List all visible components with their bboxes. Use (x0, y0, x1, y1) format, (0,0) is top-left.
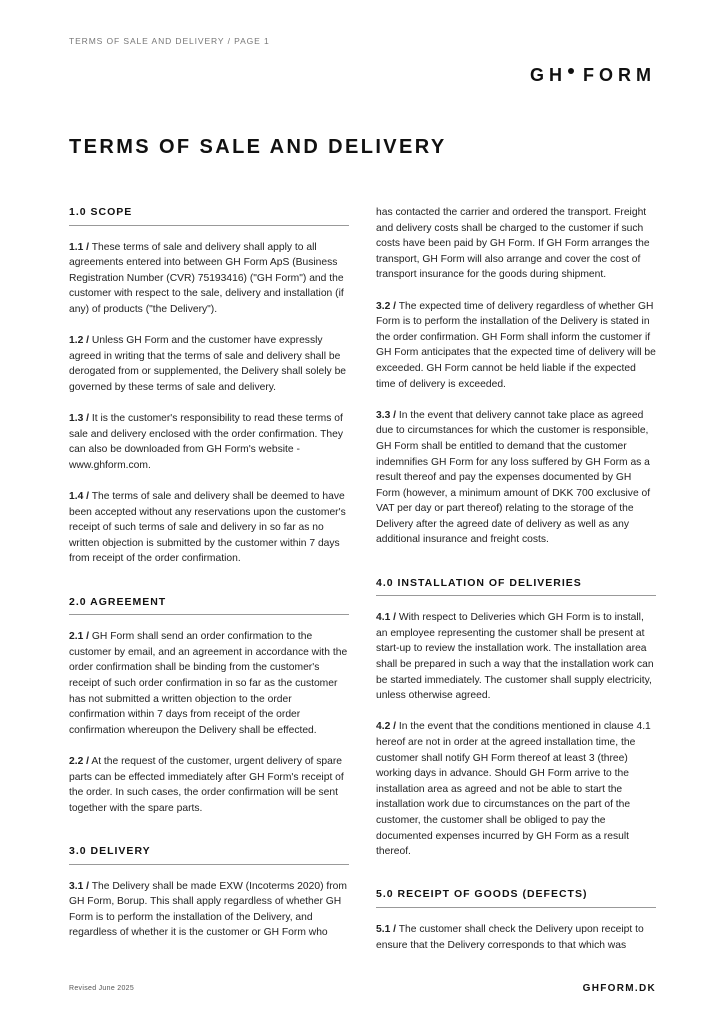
clause-3-3 (376, 408, 656, 548)
document-title: TERMS OF SALE AND DELIVERY (69, 136, 447, 158)
section-gap (376, 875, 656, 887)
revision-date: Revised June 2025 (69, 985, 135, 992)
logo-dot-icon (568, 68, 574, 74)
clause-text: The customer shall check the Delivery upon receipt to ensure that the Delivery corresponds to that which was (376, 923, 644, 951)
clause-3-2 (376, 299, 656, 393)
clause-number: 4.2 / (376, 721, 397, 733)
clause-text: The expected time of delivery regardless of whether GH Form is to perform the installation of the Delivery is stated in the order confirmation. GH Form shall inform the customer if GH Form anticipates that the expected time of delivery will be exceeded. GH Form cannot be held liable if the expected time of delivery is exceeded. (376, 300, 656, 390)
clause-number: 1.2 / (69, 335, 90, 347)
clause-text: GH Form shall send an order confirmation to the customer by email, and an agreement in accordance with the order confirmation shall be binding from the customer's receipt of such order confirmation in so far as the customer has not submitted a written objection to the order confirmation within 7 days from receipt of the order confirmation whereupon the Delivery shall be effected. (69, 631, 348, 736)
brand-logo (530, 65, 656, 86)
logo-text-form: FORM (583, 65, 656, 85)
clause-text: The Delivery shall be made EXW (Incoterms 2020) from GH Form, Borup. This shall apply regardless of whether GH Form is to perform the installation of the Delivery, and regardless of whether it is the customer or GH Form who (69, 880, 347, 939)
clause-number: 1.1 / (69, 241, 90, 253)
clause-number: 3.1 / (69, 880, 90, 892)
clause-text: In the event that delivery cannot take place as agreed due to circumstances for which the customer is responsible, GH Form shall be entitled to demand that the customer indemnifies GH Form for any loss suffered by GH Form as a result thereof and pay the expenses documented by GH Form (however, a minimum amount of DKK 700 exclusive of VAT per day or part thereof) relating to the storage of the Delivery after the agreed date of delivery as well as any additional insurance and freight costs. (376, 409, 651, 546)
section-heading-installation: 4.0 INSTALLATION OF DELIVERIES (376, 576, 656, 597)
clause-3-1 (69, 879, 349, 941)
clause-2-2 (69, 754, 349, 816)
clause-number: 1.4 / (69, 491, 90, 503)
clause-text: Unless GH Form and the customer have expressly agreed in writing that the terms of sale and delivery shall be derogated from or supplemented, the Delivery shall solely be governed by these terms of sale and delivery. (69, 335, 347, 393)
running-head: TERMS OF SALE AND DELIVERY / PAGE 1 (69, 36, 270, 46)
clause-4-2 (376, 719, 656, 859)
clause-1-1 (69, 240, 349, 318)
clause-number: 4.1 / (376, 612, 397, 624)
clause-text: It is the customer's responsibility to read these terms of sale and delivery enclosed with the order confirmation. They can also be downloaded from GH Form's website - www.ghform.com. (69, 413, 343, 471)
clause-text: At the request of the customer, urgent delivery of spare parts can be effected immediately after GH Form's receipt of the order. In such cases, the order confirmation will be sent together with the spare parts. (69, 756, 344, 814)
section-gap (69, 583, 349, 595)
clause-number: 1.3 / (69, 413, 90, 425)
clause-text: The terms of sale and delivery shall be deemed to have been accepted without any reservations upon the customer's receipt of such terms of sale and delivery in so far as no written objection is submitted by the customer within 7 days from receipt of the order confirmation. (69, 491, 346, 565)
section-heading-receipt: 5.0 RECEIPT OF GOODS (DEFECTS) (376, 887, 656, 908)
section-gap (69, 832, 349, 844)
section-heading-delivery: 3.0 DELIVERY (69, 844, 349, 865)
clause-5-1 (376, 922, 656, 953)
clause-4-1 (376, 610, 656, 704)
left-column (69, 205, 349, 957)
clause-text: These terms of sale and delivery shall apply to all agreements entered into between GH Form ApS (Business Registration Number (CVR) 75193416) ("GH Form") and the customer with respect to the sale, delivery and installation (if any) of products ("the Delivery"). (69, 241, 344, 315)
section-heading-scope: 1.0 SCOPE (69, 205, 349, 226)
logo-text-gh: GH (530, 65, 567, 85)
clause-number: 2.1 / (69, 631, 90, 643)
clause-number: 3.3 / (376, 409, 397, 421)
clause-text: With respect to Deliveries which GH Form is to install, an employee representing the customer shall be present at start-up to review the installation work. The installation area shall be prepared in such a way that the installation work can be started immediately. The customer shall supply electricity, unless otherwise agreed. (376, 612, 654, 702)
clause-3-1-continued: has contacted the carrier and ordered the transport. Freight and delivery costs shall be charged to the customer if such costs have been paid by GH Form. If GH Form arranges the transport, GH Form will also arrange and cover the cost of transport insurance for the goods during shipment. (376, 207, 650, 281)
clause-1-3 (69, 411, 349, 473)
section-heading-agreement: 2.0 AGREEMENT (69, 595, 349, 616)
right-column (376, 205, 656, 969)
clause-2-1 (69, 629, 349, 738)
website-link[interactable]: GHFORM.DK (582, 983, 656, 994)
clause-number: 5.1 / (376, 923, 397, 935)
clause-number: 3.2 / (376, 300, 397, 312)
clause-1-2 (69, 333, 349, 395)
section-gap (376, 564, 656, 576)
clause-1-4 (69, 489, 349, 567)
clause-number: 2.2 / (69, 756, 90, 767)
clause-text: In the event that the conditions mentioned in clause 4.1 hereof are not in order at the agreed installation time, the customer shall notify GH Form thereof at least 3 (three) working days in advance. Should GH Form arrive to the installation area as agreed and not be able to start the installation work due to circumstances on the part of the customer, the customer shall be obliged to pay the documented expenses incurred by GH Form as a result thereof. (376, 721, 651, 858)
